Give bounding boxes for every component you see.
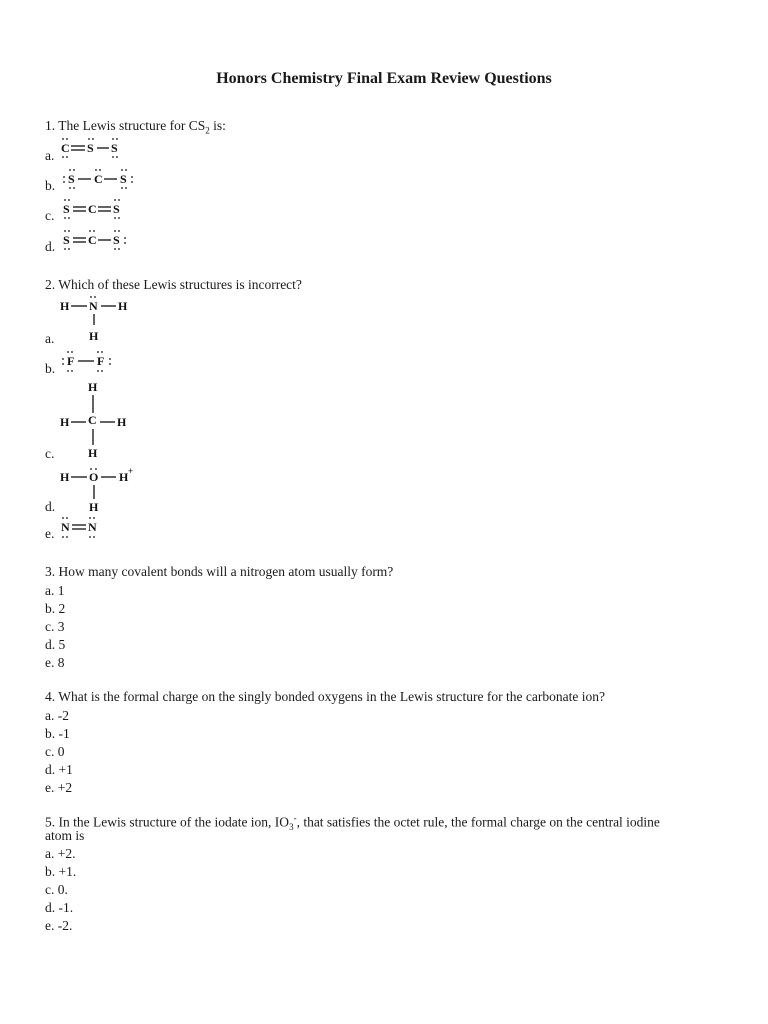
q4-choice-a: a. -2 <box>45 708 69 723</box>
atom-s: S <box>111 141 118 155</box>
atom-h: H <box>60 470 70 484</box>
q2-structure-b <box>60 349 130 375</box>
q2-structure-c <box>58 379 148 459</box>
question-1-suffix: is: <box>209 118 226 133</box>
question-4-text: 4. What is the formal charge on the singly bonded oxygens in the Lewis structure for the carbonate ion? <box>45 689 605 704</box>
q3-choice-d: d. 5 <box>45 637 66 652</box>
atom-h: H <box>118 299 128 313</box>
atom-c: C <box>94 172 103 186</box>
q4-choice-c: c. 0 <box>45 744 65 759</box>
atom-o: O <box>89 470 99 484</box>
atom-n: N <box>61 520 70 534</box>
q1-structure-c <box>60 197 140 221</box>
atom-s: S <box>113 202 120 216</box>
q5-choice-e: e. -2. <box>45 918 73 933</box>
atom-n: N <box>88 520 97 534</box>
q5-choice-c: c. 0. <box>45 882 68 897</box>
atom-s: S <box>113 233 120 247</box>
question-1-prefix: 1. The Lewis structure for CS <box>45 118 206 133</box>
atom-s: S <box>68 172 75 186</box>
q3-choice-a: a. 1 <box>45 583 65 598</box>
q2-structure-d <box>58 462 148 512</box>
q5-choice-b: b. +1. <box>45 864 77 879</box>
question-5-text <box>45 810 660 835</box>
atom-h: H <box>88 446 98 460</box>
atom-n: N <box>89 299 98 313</box>
q1-structure-d <box>60 228 150 252</box>
atom-c: C <box>88 233 97 247</box>
atom-h: H <box>117 415 127 429</box>
page-title: Honors Chemistry Final Exam Review Questions <box>216 70 552 87</box>
q3-choice-c: c. 3 <box>45 619 65 634</box>
question-5-subscript: 3 <box>289 822 294 833</box>
atom-h: H <box>60 415 70 429</box>
atom-s: S <box>87 141 94 155</box>
atom-c: C <box>88 202 97 216</box>
q2-choice-c-label: c. <box>45 446 55 461</box>
atom-h: H <box>89 329 99 343</box>
atom-s: S <box>63 233 70 247</box>
atom-s: S <box>120 172 127 186</box>
q4-choice-b: b. -1 <box>45 726 70 741</box>
question-5-superscript: - <box>293 813 297 823</box>
question-5-suffix: , that satisfies the octet rule, the formal charge on the central iodine <box>296 814 660 830</box>
atom-h: H <box>89 500 99 514</box>
q3-choice-e: e. 8 <box>45 655 65 670</box>
q1-structure-a <box>58 136 138 160</box>
q2-choice-e-label: e. <box>45 526 55 541</box>
question-3-text: 3. How many covalent bonds will a nitrogen atom usually form? <box>45 564 394 579</box>
q2-structure-e <box>58 515 118 541</box>
q2-choice-d-label: d. <box>45 499 56 514</box>
q2-choice-b-label: b. <box>45 361 56 376</box>
q1-structure-b <box>60 167 150 191</box>
question-2-text: 2. Which of these Lewis structures is incorrect? <box>45 277 302 292</box>
q2-structure-a <box>58 294 148 344</box>
atom-h: H <box>119 470 129 484</box>
atom-f: F <box>97 354 105 368</box>
atom-c: C <box>88 413 97 427</box>
question-1-subscript: 2 <box>205 125 210 136</box>
q4-choice-e: e. +2 <box>45 780 73 795</box>
q3-choice-b: b. 2 <box>45 601 66 616</box>
positive-charge: + <box>128 466 134 476</box>
atom-c: C <box>61 141 70 155</box>
q1-choice-b-label: b. <box>45 178 56 193</box>
atom-h: H <box>88 380 98 394</box>
q5-choice-d: d. -1. <box>45 900 74 915</box>
q2-choice-a-label: a. <box>45 331 55 346</box>
question-5-prefix: 5. In the Lewis structure of the iodate ion, IO <box>45 814 290 830</box>
atom-s: S <box>63 202 70 216</box>
atom-h: H <box>60 299 70 313</box>
q5-choice-a: a. +2. <box>45 846 76 861</box>
q1-choice-d-label: d. <box>45 239 56 254</box>
question-5-line2: atom is <box>45 828 85 843</box>
atom-f: F <box>67 354 75 368</box>
q1-choice-a-label: a. <box>45 148 55 163</box>
q1-choice-c-label: c. <box>45 208 55 223</box>
q4-choice-d: d. +1 <box>45 762 73 777</box>
